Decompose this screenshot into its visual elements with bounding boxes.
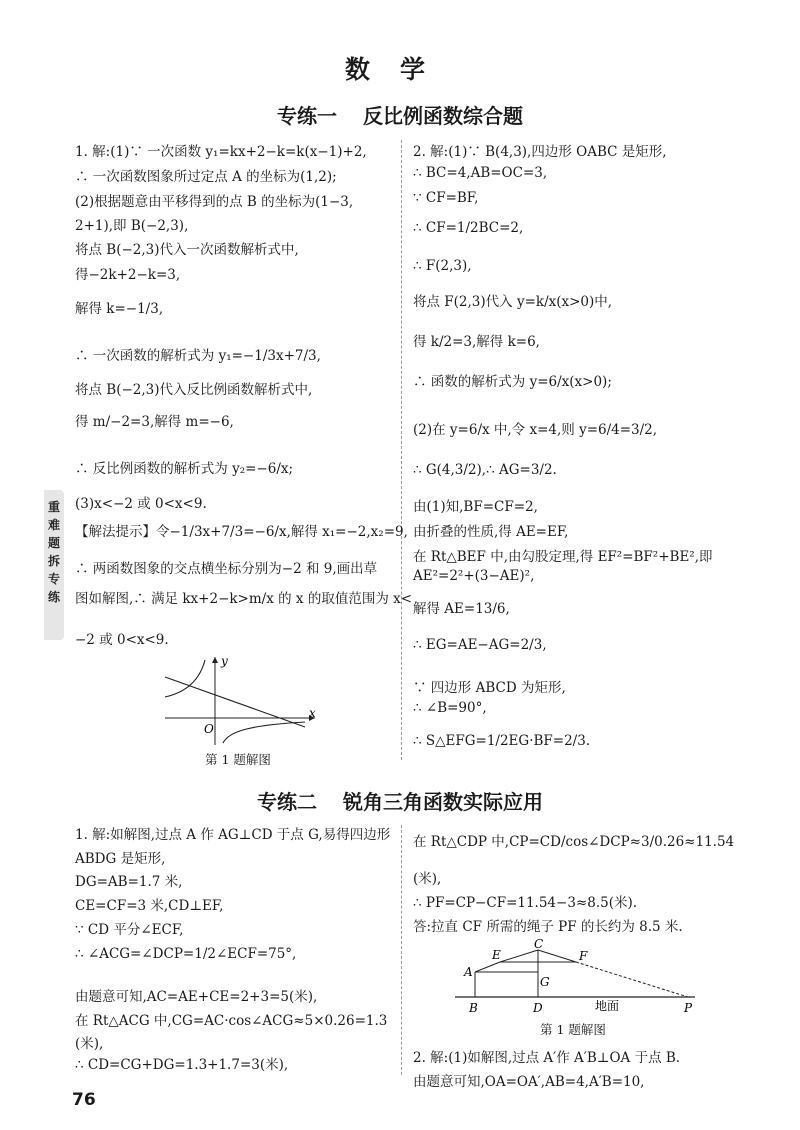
section1-left-line: 得−2k+2−k=3,	[75, 267, 181, 283]
section1-left-line: 解得 k=−1/3,	[75, 301, 164, 317]
origin-label: O	[204, 722, 214, 736]
section1-right-line: ∵ 四边形 ABCD 为矩形,	[413, 680, 566, 696]
segment-FP	[576, 962, 688, 997]
y-axis-arrow	[212, 657, 218, 663]
section1-right-line: ∴ BC=4,AB=OC=3,	[413, 165, 548, 181]
section1-right-line: ∴ G(4,3/2),∴ AG=3/2.	[413, 462, 557, 478]
label-C: C	[534, 937, 544, 951]
column-divider-2	[401, 825, 402, 1075]
section1-right-line: AE²=2²+(3−AE)²,	[413, 568, 535, 584]
ground-label: 地面	[595, 999, 620, 1013]
section1-left-line: (3)x<−2 或 0<x<9.	[75, 496, 207, 512]
section1-left-line: 将点 B(−2,3)代入一次函数解析式中,	[75, 242, 299, 258]
section2-left-line: ABDG 是矩形,	[75, 851, 166, 867]
section2-right-line: 2. 解:(1)如解图,过点 A′作 A′B⊥OA 于点 B.	[413, 1050, 681, 1066]
subject-title: 数学	[344, 55, 455, 84]
section1-left-line: ∴ 一次函数的解析式为 y₁=−1/3x+7/3,	[75, 348, 321, 364]
segment-AE	[475, 962, 500, 972]
line-graph	[165, 677, 305, 727]
hyperbola-branch-right	[223, 722, 305, 743]
section2-geometry-figure	[455, 937, 700, 1022]
y-label: y	[221, 654, 228, 668]
hyperbola-branch-left	[165, 660, 205, 697]
section2-left-line: 由题意可知,AC=AE+CE=2+3=5(米),	[75, 989, 318, 1005]
section1-right-line: 由(1)知,BF=CF=2,	[413, 499, 538, 515]
label-D: D	[533, 1001, 543, 1015]
section2-right-line: 由题意可知,OA=OA′,AB=4,A′B=10,	[413, 1074, 645, 1090]
section2-heading	[0, 786, 800, 815]
section2-right-line: 答:拉直 CF 所需的绳子 PF 的长约为 8.5 米.	[413, 919, 683, 935]
section1-left-line: 【解法提示】令−1/3x+7/3=−6/x,解得 x₁=−2,x₂=9,	[75, 524, 408, 540]
section1-right-line: ∴ 函数的解析式为 y=6/x(x>0);	[413, 374, 612, 390]
section1-right-line: ∴ EG=AE−AG=2/3,	[413, 637, 547, 653]
section2-left-line: 1. 解:如解图,过点 A 作 AG⊥CD 于点 G,易得四边形	[75, 827, 391, 843]
section1-left-line: −2 或 0<x<9.	[75, 632, 169, 648]
section2-figure-caption: 第 1 题解图	[540, 1022, 606, 1037]
section2-left-line: ∵ CD 平分∠ECF,	[75, 922, 184, 938]
section1-graph	[165, 655, 325, 745]
section1-right-line: ∴ CF=1/2BC=2,	[413, 220, 524, 236]
label-A: A	[464, 965, 473, 979]
section1-right-line: ∴ S△EFG=1/2EG·BF=2/3.	[413, 733, 591, 749]
section1-title: 反比例函数综合题	[363, 104, 523, 128]
section2-title: 锐角三角函数实际应用	[343, 790, 543, 814]
section2-left-line: (米),	[75, 1036, 104, 1052]
section1-left-line: ∴ 一次函数图象所过定点 A 的坐标为(1,2);	[75, 169, 337, 185]
label-P: P	[684, 1001, 693, 1015]
section1-left-line: 2+1),即 B(−2,3),	[75, 218, 189, 234]
section1-left-line: ∴ 反比例函数的解析式为 y₂=−6/x;	[75, 461, 294, 477]
section1-right-line: (2)在 y=6/x 中,令 x=4,则 y=6/4=3/2,	[413, 422, 658, 438]
section2-left-line: CE=CF=3 米,CD⊥EF,	[75, 898, 224, 914]
section1-right-line: 得 k/2=3,解得 k=6,	[413, 334, 540, 350]
section2-left-line: DG=AB=1.7 米,	[75, 874, 183, 890]
label-B: B	[469, 1001, 478, 1015]
section1-left-line: 得 m/−2=3,解得 m=−6,	[75, 414, 234, 430]
section2-left-line: ∴ CD=CG+DG=1.3+1.7=3(米),	[75, 1057, 289, 1073]
section2-right-line: 在 Rt△CDP 中,CP=CD/cos∠DCP≈3/0.26≈11.54	[413, 834, 735, 850]
section1-heading	[0, 100, 800, 129]
section1-right-line: 将点 F(2,3)代入 y=k/x(x>0)中,	[413, 294, 613, 310]
section2-left-line: ∴ ∠ACG=∠DCP=1/2∠ECF=75°,	[75, 946, 297, 962]
section1-right-line: 在 Rt△BEF 中,由勾股定理,得 EF²=BF²+BE²,即	[413, 549, 713, 565]
section2-right-line: (米),	[413, 871, 442, 887]
side-tab-label: 重难题拆专练	[47, 500, 60, 604]
section1-left-line: ∴ 两函数图象的交点横坐标分别为−2 和 9,画出草	[75, 561, 378, 577]
section1-figure-caption: 第 1 题解图	[205, 752, 271, 767]
column-divider-1	[401, 140, 402, 760]
section1-number: 专练一	[277, 104, 337, 128]
section1-left-line: 图如解图,∴ 满足 kx+2−k>m/x 的 x 的取值范围为 x<	[75, 591, 413, 607]
section1-right-line: ∴ ∠B=90°,	[413, 700, 487, 716]
section1-left-line: 将点 B(−2,3)代入反比例函数解析式中,	[75, 382, 313, 398]
segment-CF	[538, 950, 576, 962]
section1-right-line: 解得 AE=13/6,	[413, 601, 510, 617]
x-label: x	[309, 706, 316, 720]
section1-left-line: 1. 解:(1)∵ 一次函数 y₁=kx+2−k=k(x−1)+2,	[75, 144, 367, 160]
section1-right-line: 2. 解:(1)∵ B(4,3),四边形 OABC 是矩形,	[413, 144, 667, 160]
section2-number: 专练二	[257, 790, 317, 814]
section2-left-line: 在 Rt△ACG 中,CG=AC·cos∠ACG≈5×0.26=1.3	[75, 1013, 388, 1029]
label-E: E	[492, 948, 501, 962]
label-G: G	[540, 975, 550, 989]
section2-right-line: ∴ PF=CP−CF=11.54−3≈8.5(米).	[413, 895, 638, 911]
label-F: F	[579, 949, 588, 963]
section1-left-line: (2)根据题意由平移得到的点 B 的坐标为(1−3,	[75, 194, 354, 210]
section1-right-line: ∵ CF=BF,	[413, 190, 479, 206]
page-number: 76	[72, 1090, 96, 1110]
section1-right-line: ∴ F(2,3),	[413, 258, 472, 274]
section1-right-line: 由折叠的性质,得 AE=EF,	[413, 524, 569, 540]
segment-EC	[500, 950, 538, 962]
